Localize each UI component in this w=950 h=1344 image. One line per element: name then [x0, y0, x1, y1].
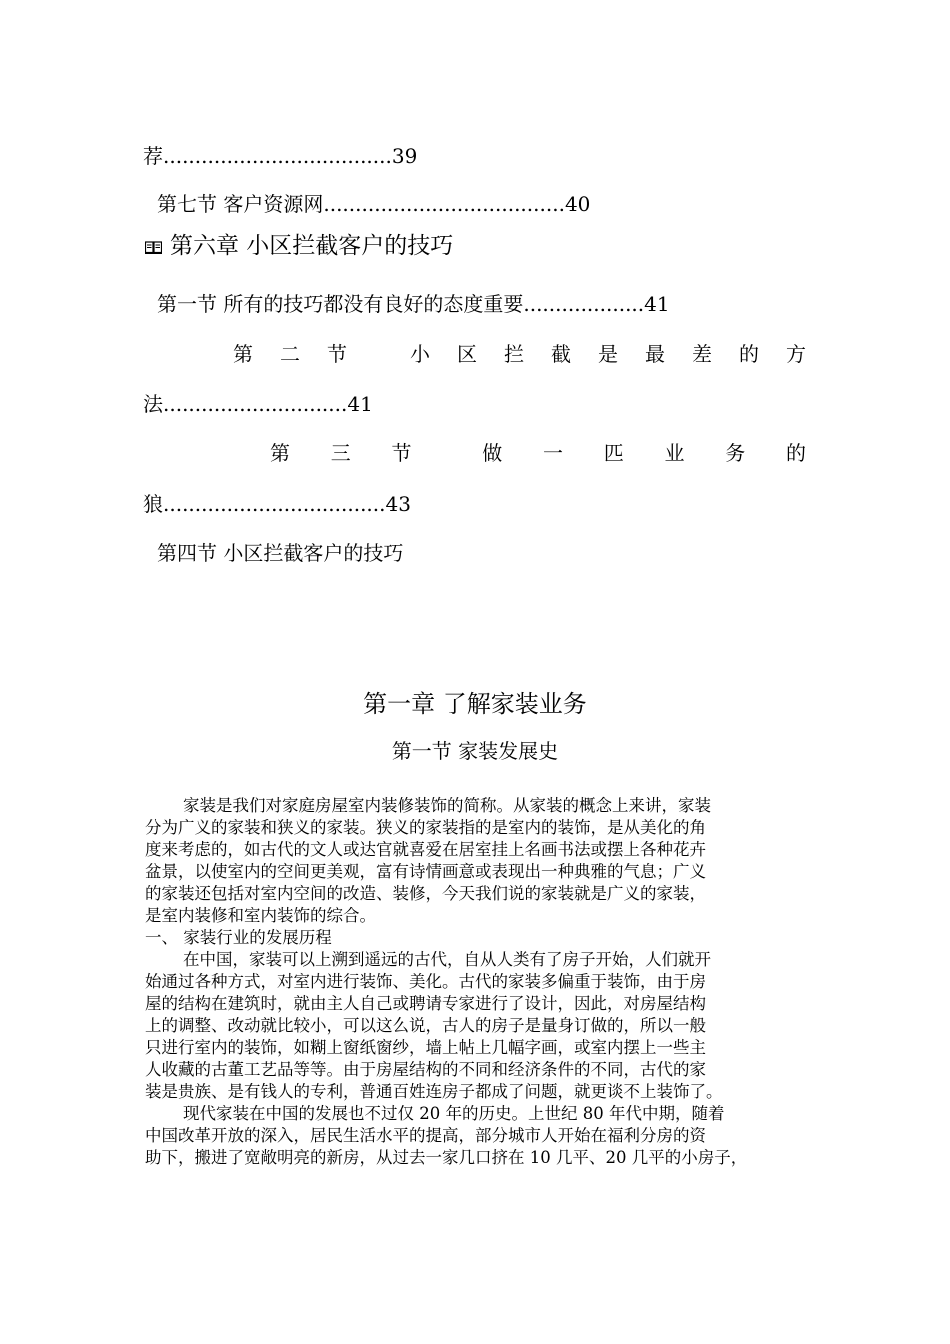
- paragraph-line: 上的调整、改动就比较小，可以这么说，古人的房子是量身订做的，所以一般: [145, 1016, 706, 1035]
- paragraph-line: 屋的结构在建筑时，就由主人自己或聘请专家进行了设计，因此，对房屋结构: [145, 994, 706, 1013]
- toc-entry-ch6-section-3: [270, 437, 806, 466]
- toc-char: 最: [645, 342, 665, 366]
- toc-chapter-6-title: 第六章 小区拦截客户的技巧: [170, 233, 454, 259]
- toc-char: 第: [270, 441, 290, 465]
- paragraph-line: 中国改革开放的深入，居民生活水平的提高，部分城市人开始在福利分房的资: [145, 1126, 706, 1145]
- toc-char: 三: [330, 441, 351, 465]
- paragraph-line: 现代家装在中国的发展也不过仅 20 年的历史。上世纪 80 年代中期，随着: [183, 1104, 725, 1123]
- section-title: 第一节 家装发展史: [391, 739, 559, 763]
- toc-char: 小: [410, 342, 430, 366]
- paragraph-line: 装是贵族、是有钱人的专利，普通百姓连房子都成了问题，就更谈不上装饰了。: [145, 1082, 723, 1101]
- toc-char: 匹: [603, 441, 624, 465]
- paragraph-line: 助下，搬进了宽敞明亮的新房，从过去一家几口挤在 10 几平、20 几平的小房子，: [145, 1148, 748, 1167]
- toc-char: 做: [482, 441, 503, 465]
- paragraph-line: 只进行室内的装饰，如糊上窗纸窗纱，墙上帖上几幅字画，或室内摆上一些主: [145, 1038, 706, 1057]
- chapter-title: 第一章 了解家装业务: [363, 690, 587, 718]
- toc-char: 节: [327, 342, 347, 366]
- toc-char: 第: [233, 342, 253, 366]
- paragraph-line: 度来考虑的，如古代的文人或达官就喜爱在居室挂上名画书法或摆上各种花卉: [145, 840, 706, 859]
- toc-char: 的: [739, 342, 759, 366]
- toc-char: 拦: [504, 342, 524, 366]
- toc-char: 区: [457, 342, 477, 366]
- toc-char: 差: [692, 342, 712, 366]
- toc-entry-ch6-section-3-tail: 狼...................................43: [143, 492, 411, 516]
- toc-char: 务: [725, 441, 746, 465]
- paragraph-line: 人收藏的古董工艺品等等。由于房屋结构的不同和经济条件的不同，古代的家: [145, 1060, 706, 1079]
- paragraph-line: 在中国，家装可以上溯到遥远的古代，自从人类有了房子开始，人们就开: [183, 950, 711, 969]
- paragraph-line: 盆景，以使室内的空间更美观，富有诗情画意或表现出一种典雅的气息；广义: [145, 862, 706, 881]
- toc-entry-continuation: 荐....................................39: [143, 144, 418, 168]
- subheading: 一、 家装行业的发展历程: [145, 928, 332, 947]
- toc-entry-ch6-section-2-tail: 法.............................41: [143, 392, 373, 416]
- paragraph-line: 分为广义的家装和狭义的家装。狭义的家装指的是室内的装饰，是从美化的角: [145, 818, 706, 837]
- toc-char: 的: [786, 441, 806, 465]
- toc-entry-ch6-section-1: 第一节 所有的技巧都没有良好的态度重要...................41: [157, 292, 670, 316]
- toc-char: 节: [391, 441, 412, 465]
- toc-char: 二: [280, 342, 300, 366]
- toc-char: 一: [543, 441, 563, 465]
- book-icon: [145, 241, 162, 254]
- paragraph-line: 的家装还包括对室内空间的改造、装修，今天我们说的家装就是广义的家装，: [145, 884, 706, 903]
- toc-entry-section-7: 第七节 客户资源网......................................40: [157, 192, 591, 216]
- toc-chapter-6: [145, 227, 453, 260]
- paragraph-line: 家装是我们对家庭房屋室内装修装饰的简称。从家装的概念上来讲，家装: [183, 796, 711, 815]
- toc-char: 业: [664, 441, 685, 465]
- toc-char: 截: [551, 342, 571, 366]
- toc-char: 方: [786, 342, 806, 366]
- paragraph-line: 始通过各种方式，对室内进行装饰、美化。古代的家装多偏重于装饰，由于房: [145, 972, 706, 991]
- toc-entry-ch6-section-2: [233, 338, 806, 367]
- toc-char: 是: [598, 342, 618, 366]
- paragraph-line: 是室内装修和室内装饰的综合。: [145, 906, 376, 925]
- toc-entry-ch6-section-4: 第四节 小区拦截客户的技巧: [157, 541, 404, 565]
